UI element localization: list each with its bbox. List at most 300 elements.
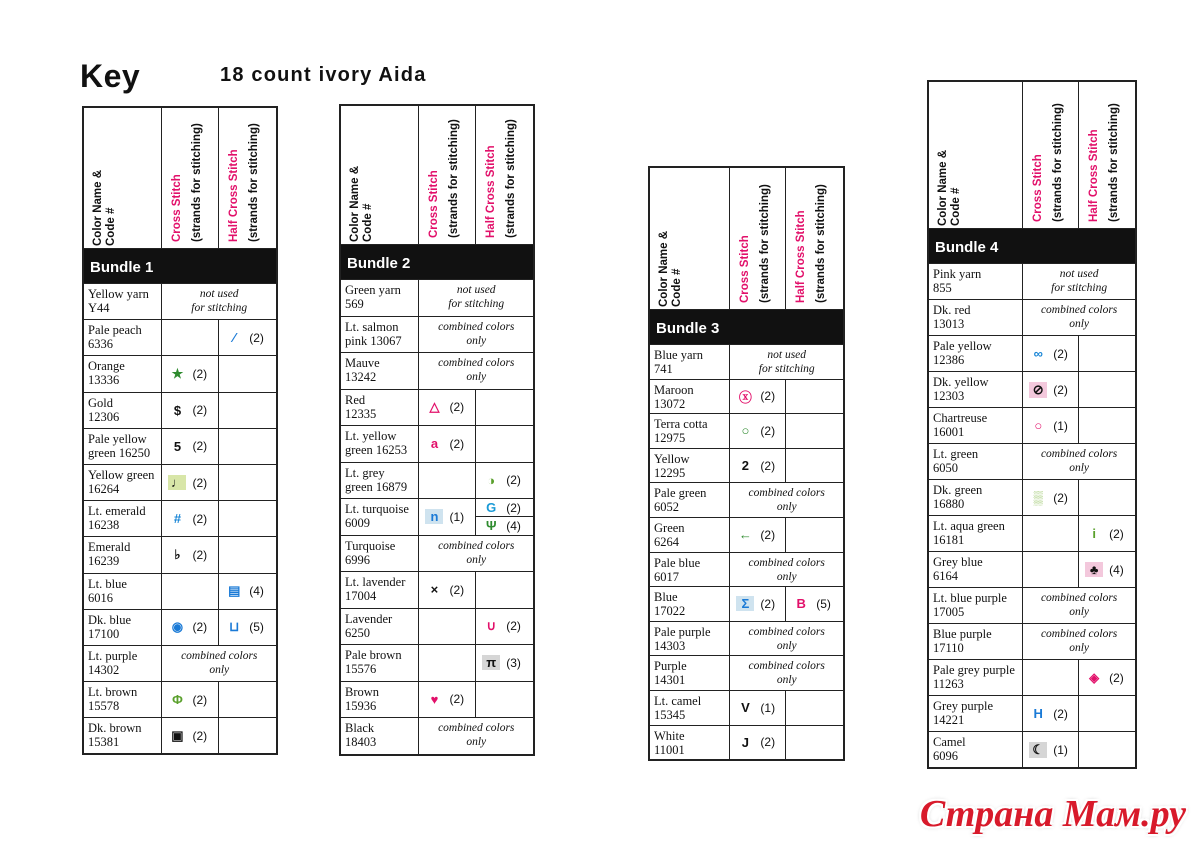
strand-count: (2): [760, 527, 776, 542]
cross-stitch-cell: [730, 414, 786, 448]
half-cross-stitch-cell: [219, 718, 276, 753]
half-cross-stitch-cell: [219, 682, 276, 717]
strand-count: (3): [506, 655, 521, 670]
half-cross-stitch-cell: [476, 645, 533, 681]
strand-count: (1): [760, 700, 776, 715]
table-row: [929, 731, 1135, 767]
header-half-cross-stitch-label: Half Cross Stitch: [485, 145, 498, 238]
strand-count: (2): [449, 692, 465, 707]
table-row: [84, 645, 276, 681]
header-half-cross-stitch-label: Half Cross Stitch: [795, 210, 808, 303]
stitch-symbol-icon: ▤: [228, 583, 241, 599]
table-row: [341, 644, 533, 681]
color-name: Grey blue 6164: [929, 552, 1023, 587]
strand-count: (2): [1053, 346, 1068, 361]
cross-stitch-cell: [730, 380, 786, 414]
table-row: [341, 681, 533, 718]
header-half-cross-stitch: [1079, 82, 1135, 228]
table-row: [929, 695, 1135, 731]
color-name: Brown 15936: [341, 682, 419, 718]
color-name: Lt. camel 15345: [650, 691, 730, 725]
color-name: Chartreuse 16001: [929, 408, 1023, 443]
strand-count: (2): [192, 366, 208, 381]
cross-stitch-cell: [162, 356, 219, 391]
color-name: Black 18403: [341, 718, 419, 754]
table-row: [650, 379, 843, 414]
color-name: Lt. turquoise 6009: [341, 499, 419, 535]
table-row: [929, 407, 1135, 443]
strand-count: (2): [192, 439, 208, 454]
header-strands-label: (strands for stitching): [1108, 103, 1121, 222]
stitch-symbol-icon: ∕: [233, 330, 236, 346]
half-cross-stitch-cell: [219, 610, 276, 645]
half-cross-stitch-cell: [786, 691, 843, 725]
color-name: Mauve 13242: [341, 353, 419, 389]
strand-count: (4): [249, 584, 264, 599]
stitch-symbol-icon: H: [1033, 706, 1043, 721]
half-cross-stitch-cell: [476, 572, 533, 608]
strand-count: (2): [192, 475, 208, 490]
strand-count: (2): [506, 500, 521, 515]
half-cross-stitch-cell: [476, 609, 533, 645]
color-name: Pink yarn 855: [929, 264, 1023, 299]
usage-note: combined colors only: [438, 357, 515, 383]
cross-stitch-cell: [419, 426, 476, 462]
cross-stitch-cell: [730, 726, 786, 760]
half-cross-stitch-cell: [1079, 552, 1135, 587]
table-header: [929, 82, 1135, 229]
table-row: [341, 425, 533, 462]
cross-stitch-cell: [730, 587, 786, 621]
half-cross-stitch-cell: [476, 463, 533, 499]
table-row: [929, 335, 1135, 371]
usage-note: not used for stitching: [758, 349, 815, 375]
table-row: [341, 389, 533, 426]
color-name: Dk. yellow 12303: [929, 372, 1023, 407]
color-name: Gold 12306: [84, 393, 162, 428]
table-row: [84, 717, 276, 753]
strand-count: (2): [449, 400, 465, 415]
half-cross-stitch-cell: [786, 449, 843, 483]
usage-note: combined colors only: [438, 539, 515, 566]
header-strands-label: (strands for stitching): [815, 184, 828, 303]
stitch-symbol-icon: π: [482, 655, 500, 670]
usage-note: not used for stitching: [448, 284, 505, 310]
header-cross-stitch-label: Cross Stitch: [739, 235, 752, 303]
cross-stitch-cell: [162, 320, 219, 355]
stitch-symbol-icon: ○: [1034, 418, 1043, 433]
strand-count: (2): [1053, 706, 1068, 721]
cross-stitch-cell: [419, 499, 476, 535]
color-name: Turquoise 6996: [341, 536, 419, 572]
color-name: Lt. green 6050: [929, 444, 1023, 479]
table-row: [341, 279, 533, 316]
stitch-symbol-icon: ⊔: [229, 619, 240, 635]
half-cross-stitch-cell: [476, 426, 533, 462]
strand-count: (2): [506, 473, 521, 488]
table-row: [84, 609, 276, 645]
stitch-symbol-icon: ◉: [171, 619, 184, 635]
color-name: Lt. brown 15578: [84, 682, 162, 717]
half-cross-stitch-cell: [476, 390, 533, 426]
cross-stitch-cell: [730, 518, 786, 552]
cross-stitch-cell: [162, 682, 219, 717]
cross-stitch-cell: [162, 465, 219, 500]
header-color-name: [84, 108, 162, 248]
strand-count: (2): [192, 620, 208, 635]
color-name: Dk. brown 15381: [84, 718, 162, 753]
header-color-name: [650, 168, 730, 309]
cross-stitch-cell: [1023, 372, 1079, 407]
table-row: [929, 371, 1135, 407]
half-cross-stitch-cell: [786, 518, 843, 552]
stitch-symbol-icon: Σ: [736, 596, 754, 611]
bundle-title: Bundle 1: [84, 249, 276, 283]
table-row: [84, 536, 276, 572]
table-row: [650, 621, 843, 656]
cross-stitch-cell: [730, 691, 786, 725]
usage-note: combined colors only: [748, 625, 825, 652]
header-cross-stitch: [419, 106, 476, 244]
strand-count: (2): [192, 403, 208, 418]
table-row: [929, 443, 1135, 479]
stitch-symbol-icon: a: [430, 436, 439, 452]
table-row: [341, 717, 533, 754]
table-row: [84, 319, 276, 355]
table-row: [84, 355, 276, 391]
stitch-symbol-icon: i: [1092, 526, 1096, 541]
table-row: [341, 462, 533, 499]
cross-stitch-cell: [1023, 660, 1079, 695]
stitch-symbol-icon: G: [486, 500, 497, 516]
table-row: [341, 535, 533, 572]
stitch-symbol-icon: ▣: [171, 727, 184, 743]
half-cross-stitch-cell: [1079, 516, 1135, 551]
cross-stitch-cell: [1023, 696, 1079, 731]
half-cross-stitch-cell: [1079, 408, 1135, 443]
header-color-name-label: Color Name & Code #: [937, 149, 962, 226]
strand-count: (2): [449, 582, 465, 597]
bundle-title: Bundle 3: [650, 310, 843, 344]
stitch-symbol-icon: ←: [738, 527, 752, 543]
header-half-cross-stitch: [476, 106, 533, 244]
strand-count: (5): [249, 620, 264, 635]
table-row: [929, 479, 1135, 515]
color-name: Blue yarn 741: [650, 345, 730, 379]
color-name: Pale yellow green 16250: [84, 429, 162, 464]
color-name: Lt. lavender 17004: [341, 572, 419, 608]
header-cross-stitch-label: Cross Stitch: [428, 170, 441, 238]
cross-stitch-cell: [419, 609, 476, 645]
stitch-symbol-icon: ♥: [430, 691, 439, 707]
stitch-symbol-icon: V: [741, 700, 750, 716]
half-cross-stitch-cell: [1079, 696, 1135, 731]
color-name: Lt. salmon pink 13067: [341, 317, 419, 353]
stitch-symbol-icon: J: [741, 734, 750, 750]
strand-count: (2): [760, 389, 776, 404]
table-row: [650, 517, 843, 552]
table-row: [929, 551, 1135, 587]
header-half-cross-stitch-label: Half Cross Stitch: [228, 149, 241, 242]
color-name: Pale green 6052: [650, 483, 730, 517]
cross-stitch-cell: [1023, 336, 1079, 371]
half-cross-stitch-cell: [1079, 480, 1135, 515]
strand-count: (1): [1053, 418, 1068, 433]
stitch-symbol-icon: ○: [741, 423, 750, 439]
strand-count: (2): [760, 423, 776, 438]
color-name: Emerald 16239: [84, 537, 162, 572]
strand-count: (2): [760, 458, 776, 473]
color-name: Green yarn 569: [341, 280, 419, 316]
stitch-symbol-icon: ♩: [168, 475, 186, 490]
color-name: Lt. aqua green 16181: [929, 516, 1023, 551]
header-color-name-label: Color Name & Code #: [92, 169, 117, 246]
table-row: [650, 344, 843, 379]
color-name: Purple 14301: [650, 656, 730, 690]
stitch-symbol-icon: ∪: [486, 618, 496, 634]
color-name: Dk. blue 17100: [84, 610, 162, 645]
stitch-symbol-icon: ⓧ: [738, 389, 752, 405]
half-cross-sub-cell: [476, 517, 533, 534]
stitch-symbol-icon: ▒: [1033, 490, 1043, 505]
strand-count: (2): [506, 619, 521, 634]
color-name: White 11001: [650, 726, 730, 760]
usage-note: combined colors only: [1040, 448, 1118, 474]
stitch-symbol-icon: Ψ: [485, 518, 497, 534]
table-row: [650, 552, 843, 587]
color-name: Terra cotta 12975: [650, 414, 730, 448]
color-name: Maroon 13072: [650, 380, 730, 414]
half-cross-stitch-cell: [219, 501, 276, 536]
table-header: [650, 168, 843, 310]
table-header: [84, 108, 276, 249]
header-strands-label: (strands for stitching): [1052, 103, 1065, 222]
half-cross-stitch-cell: [219, 429, 276, 464]
cross-stitch-cell: [730, 449, 786, 483]
header-strands-label: (strands for stitching): [759, 184, 772, 303]
color-name: Camel 6096: [929, 732, 1023, 767]
header-half-cross-stitch: [219, 108, 276, 248]
cross-stitch-cell: [419, 682, 476, 718]
half-cross-stitch-cell: [219, 537, 276, 572]
stitch-symbol-icon: ◈: [1089, 669, 1100, 685]
color-name: Yellow yarn Y44: [84, 284, 162, 319]
key-table-bundle-4: [927, 80, 1137, 769]
table-row: [650, 690, 843, 725]
stitch-symbol-icon: 5: [173, 438, 182, 454]
cross-stitch-cell: [162, 501, 219, 536]
color-name: Blue purple 17110: [929, 624, 1023, 659]
stitch-symbol-icon: △: [429, 399, 440, 415]
table-row: [341, 608, 533, 645]
strand-count: (5): [816, 596, 831, 611]
half-cross-stitch-cell: [1079, 336, 1135, 371]
color-name: Lt. grey green 16879: [341, 463, 419, 499]
cross-stitch-cell: [1023, 408, 1079, 443]
cross-stitch-cell: [1023, 552, 1079, 587]
half-cross-stitch-cell: [786, 380, 843, 414]
header-cross-stitch: [162, 108, 219, 248]
usage-note: combined colors only: [1040, 304, 1118, 330]
color-name: Lavender 6250: [341, 609, 419, 645]
usage-note: combined colors only: [748, 556, 825, 583]
color-name: Dk. red 13013: [929, 300, 1023, 335]
header-color-name: [341, 106, 419, 244]
strand-count: (2): [1053, 382, 1068, 397]
color-name: Lt. purple 14302: [84, 646, 162, 681]
half-cross-stitch-cell: [476, 499, 533, 535]
table-row: [84, 681, 276, 717]
strand-count: (4): [506, 518, 521, 533]
table-row: [341, 571, 533, 608]
color-name: Pale blue 6017: [650, 553, 730, 587]
usage-note: combined colors only: [438, 320, 515, 347]
header-color-name-label: Color Name & Code #: [349, 165, 374, 242]
key-table-bundle-1: [82, 106, 278, 755]
table-row: [929, 299, 1135, 335]
watermark-logo: Страна Мам.ру: [919, 793, 1186, 835]
table-row: [341, 498, 533, 535]
bundle-title: Bundle 2: [341, 245, 533, 279]
half-cross-stitch-cell: [1079, 732, 1135, 767]
table-row: [650, 413, 843, 448]
color-name: Lt. emerald 16238: [84, 501, 162, 536]
color-name: Yellow green 16264: [84, 465, 162, 500]
key-table-bundle-3: [648, 166, 845, 761]
header-strands-label: (strands for stitching): [505, 119, 518, 238]
header-strands-label: (strands for stitching): [191, 123, 204, 242]
color-name: Green 6264: [650, 518, 730, 552]
color-name: Red 12335: [341, 390, 419, 426]
strand-count: (2): [1053, 490, 1068, 505]
half-cross-stitch-cell: [786, 414, 843, 448]
strand-count: (2): [760, 596, 776, 611]
stitch-symbol-icon: ♭: [174, 546, 181, 562]
usage-note: combined colors only: [181, 649, 258, 676]
strand-count: (2): [192, 547, 208, 562]
half-cross-stitch-cell: [219, 356, 276, 391]
stitch-symbol-icon: ☾: [1029, 742, 1047, 758]
cross-stitch-cell: [162, 718, 219, 753]
table-row: [84, 283, 276, 319]
table-row: [650, 725, 843, 760]
table-header: [341, 106, 533, 245]
usage-note: combined colors only: [1040, 628, 1118, 654]
usage-note: combined colors only: [438, 722, 515, 748]
color-name: Yellow 12295: [650, 449, 730, 483]
color-name: Blue 17022: [650, 587, 730, 621]
strand-count: (2): [249, 330, 264, 345]
color-name: Pale yellow 12386: [929, 336, 1023, 371]
strand-count: (1): [449, 509, 465, 524]
half-cross-stitch-cell: [219, 320, 276, 355]
stitch-symbol-icon: $: [173, 402, 182, 418]
header-cross-stitch: [1023, 82, 1079, 228]
cross-stitch-cell: [162, 393, 219, 428]
cross-stitch-cell: [162, 537, 219, 572]
header-color-name-label: Color Name & Code #: [658, 230, 683, 307]
half-cross-stitch-cell: [219, 574, 276, 609]
stitch-symbol-icon: B: [796, 596, 806, 612]
cross-stitch-cell: [419, 390, 476, 426]
strand-count: (2): [192, 511, 208, 526]
color-name: Pale grey purple 11263: [929, 660, 1023, 695]
header-half-cross-stitch: [786, 168, 843, 309]
table-row: [84, 428, 276, 464]
cross-stitch-cell: [419, 645, 476, 681]
stitch-symbol-icon: ★: [171, 365, 184, 381]
table-row: [84, 500, 276, 536]
cross-stitch-cell: [162, 610, 219, 645]
table-row: [929, 623, 1135, 659]
table-row: [650, 655, 843, 690]
table-row: [929, 515, 1135, 551]
half-cross-stitch-cell: [1079, 660, 1135, 695]
header-strands-label: (strands for stitching): [448, 119, 461, 238]
strand-count: (2): [1109, 526, 1124, 541]
key-table-bundle-2: [339, 104, 535, 756]
stitch-symbol-icon: ⊘: [1029, 382, 1047, 398]
strand-count: (2): [449, 436, 465, 451]
header-cross-stitch: [730, 168, 786, 309]
usage-note: not used for stitching: [1051, 268, 1108, 294]
strand-count: (2): [192, 692, 208, 707]
cross-stitch-cell: [1023, 480, 1079, 515]
color-name: Orange 13336: [84, 356, 162, 391]
color-name: Lt. blue purple 17005: [929, 588, 1023, 623]
strand-count: (2): [760, 735, 776, 750]
strand-count: (1): [1053, 742, 1068, 757]
table-row: [650, 482, 843, 517]
cross-stitch-cell: [1023, 732, 1079, 767]
table-row: [650, 448, 843, 483]
cross-stitch-cell: [419, 572, 476, 608]
table-row: [84, 392, 276, 428]
table-row: [929, 263, 1135, 299]
table-row: [650, 586, 843, 621]
cross-stitch-cell: [162, 574, 219, 609]
half-cross-stitch-cell: [476, 682, 533, 718]
half-cross-stitch-cell: [219, 393, 276, 428]
header-strands-label: (strands for stitching): [248, 123, 261, 242]
bundle-title: Bundle 4: [929, 229, 1135, 263]
half-cross-sub-cell: [476, 499, 533, 517]
strand-count: (2): [192, 728, 208, 743]
header-cross-stitch-label: Cross Stitch: [1032, 154, 1045, 222]
color-name: Grey purple 14221: [929, 696, 1023, 731]
usage-note: combined colors only: [748, 660, 825, 687]
key-title: Key: [80, 58, 141, 94]
half-cross-stitch-cell: [786, 587, 843, 621]
color-name: Pale brown 15576: [341, 645, 419, 681]
table-row: [341, 352, 533, 389]
cross-stitch-cell: [419, 463, 476, 499]
table-row: [341, 316, 533, 353]
table-row: [84, 573, 276, 609]
color-name: Dk. green 16880: [929, 480, 1023, 515]
usage-note: not used for stitching: [191, 288, 248, 314]
color-name: Lt. yellow green 16253: [341, 426, 419, 462]
cross-stitch-cell: [162, 429, 219, 464]
color-name: Pale peach 6336: [84, 320, 162, 355]
fabric-subtitle: 18 count ivory Aida: [220, 64, 427, 86]
stitch-symbol-icon: #: [173, 511, 182, 527]
header-cross-stitch-label: Cross Stitch: [171, 174, 184, 242]
color-name: Pale purple 14303: [650, 622, 730, 656]
half-cross-stitch-cell: [1079, 372, 1135, 407]
half-cross-stitch-cell: [219, 465, 276, 500]
stitch-symbol-icon: Φ: [172, 692, 183, 708]
